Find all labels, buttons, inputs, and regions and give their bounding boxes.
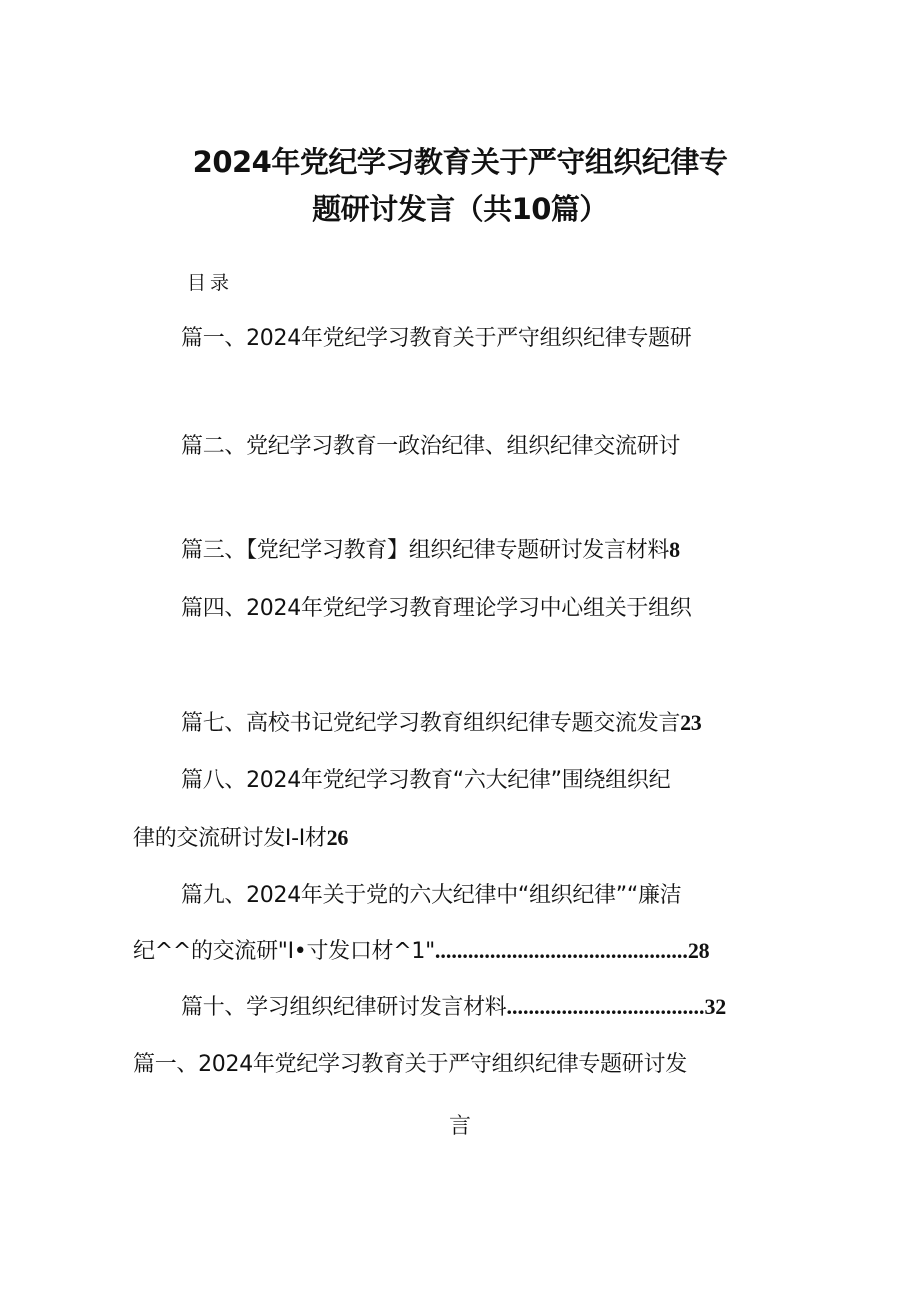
toc-entry-8[interactable] (181, 763, 670, 794)
toc-entry-text: 篇七、高校书记党纪学习教育组织纪律专题交流发言 (181, 711, 681, 736)
toc-entry-8-continued[interactable] (133, 821, 348, 852)
toc-entry-text: 篇四、2024年党纪学习教育理论学习中心组关于组织 (181, 596, 692, 621)
toc-entry-9[interactable] (181, 878, 681, 909)
section-heading-line-2: 言 (448, 1114, 471, 1139)
toc-entry-text: 篇十、学习组织纪律研讨发言材料 (181, 995, 507, 1020)
toc-entry-2[interactable] (181, 429, 680, 460)
toc-entry-text: 律的交流研讨发I-I材 (133, 826, 327, 851)
toc-entry-page: 26 (326, 825, 349, 850)
toc-entry-page: 32 (704, 994, 726, 1019)
document-title-line-2: 题研讨发言（共10篇） (312, 192, 608, 226)
toc-entry-7[interactable] (181, 706, 702, 737)
toc-heading: 目录 (187, 272, 234, 294)
toc-entry-10[interactable] (181, 990, 726, 1021)
toc-entry-page: 23 (680, 710, 702, 735)
toc-entry-3[interactable] (181, 533, 680, 564)
toc-entry-page: 28 (687, 938, 710, 963)
toc-entry-1[interactable] (181, 321, 692, 352)
toc-entry-text: 篇一、2024年党纪学习教育关于严守组织纪律专题研 (181, 326, 692, 351)
toc-entry-9-continued[interactable] (133, 934, 709, 965)
toc-entry-4[interactable] (181, 591, 692, 622)
toc-entry-leader-dots: .................................... (506, 994, 705, 1019)
toc-entry-text: 纪^^的交流研"I•寸发口材^1" (133, 939, 435, 964)
section-heading-line-1: 篇一、2024年党纪学习教育关于严守组织纪律专题研讨发 (133, 1052, 687, 1077)
document-title-line-1: 2024年党纪学习教育关于严守组织纪律专 (192, 145, 728, 179)
toc-entry-text: 篇九、2024年关于党的六大纪律中“组织纪律”“廉洁 (181, 883, 682, 908)
toc-entry-text: 篇八、2024年党纪学习教育“六大纪律”围绕组织纪 (181, 768, 671, 793)
toc-entry-text: 篇二、党纪学习教育一政治纪律、组织纪律交流研讨 (181, 434, 681, 459)
toc-entry-leader-dots: .............................................. (434, 938, 688, 963)
toc-entry-text: 篇三、【党纪学习教育】组织纪律专题研讨发言材料 (181, 538, 670, 563)
toc-entry-page: 8 (669, 537, 680, 562)
